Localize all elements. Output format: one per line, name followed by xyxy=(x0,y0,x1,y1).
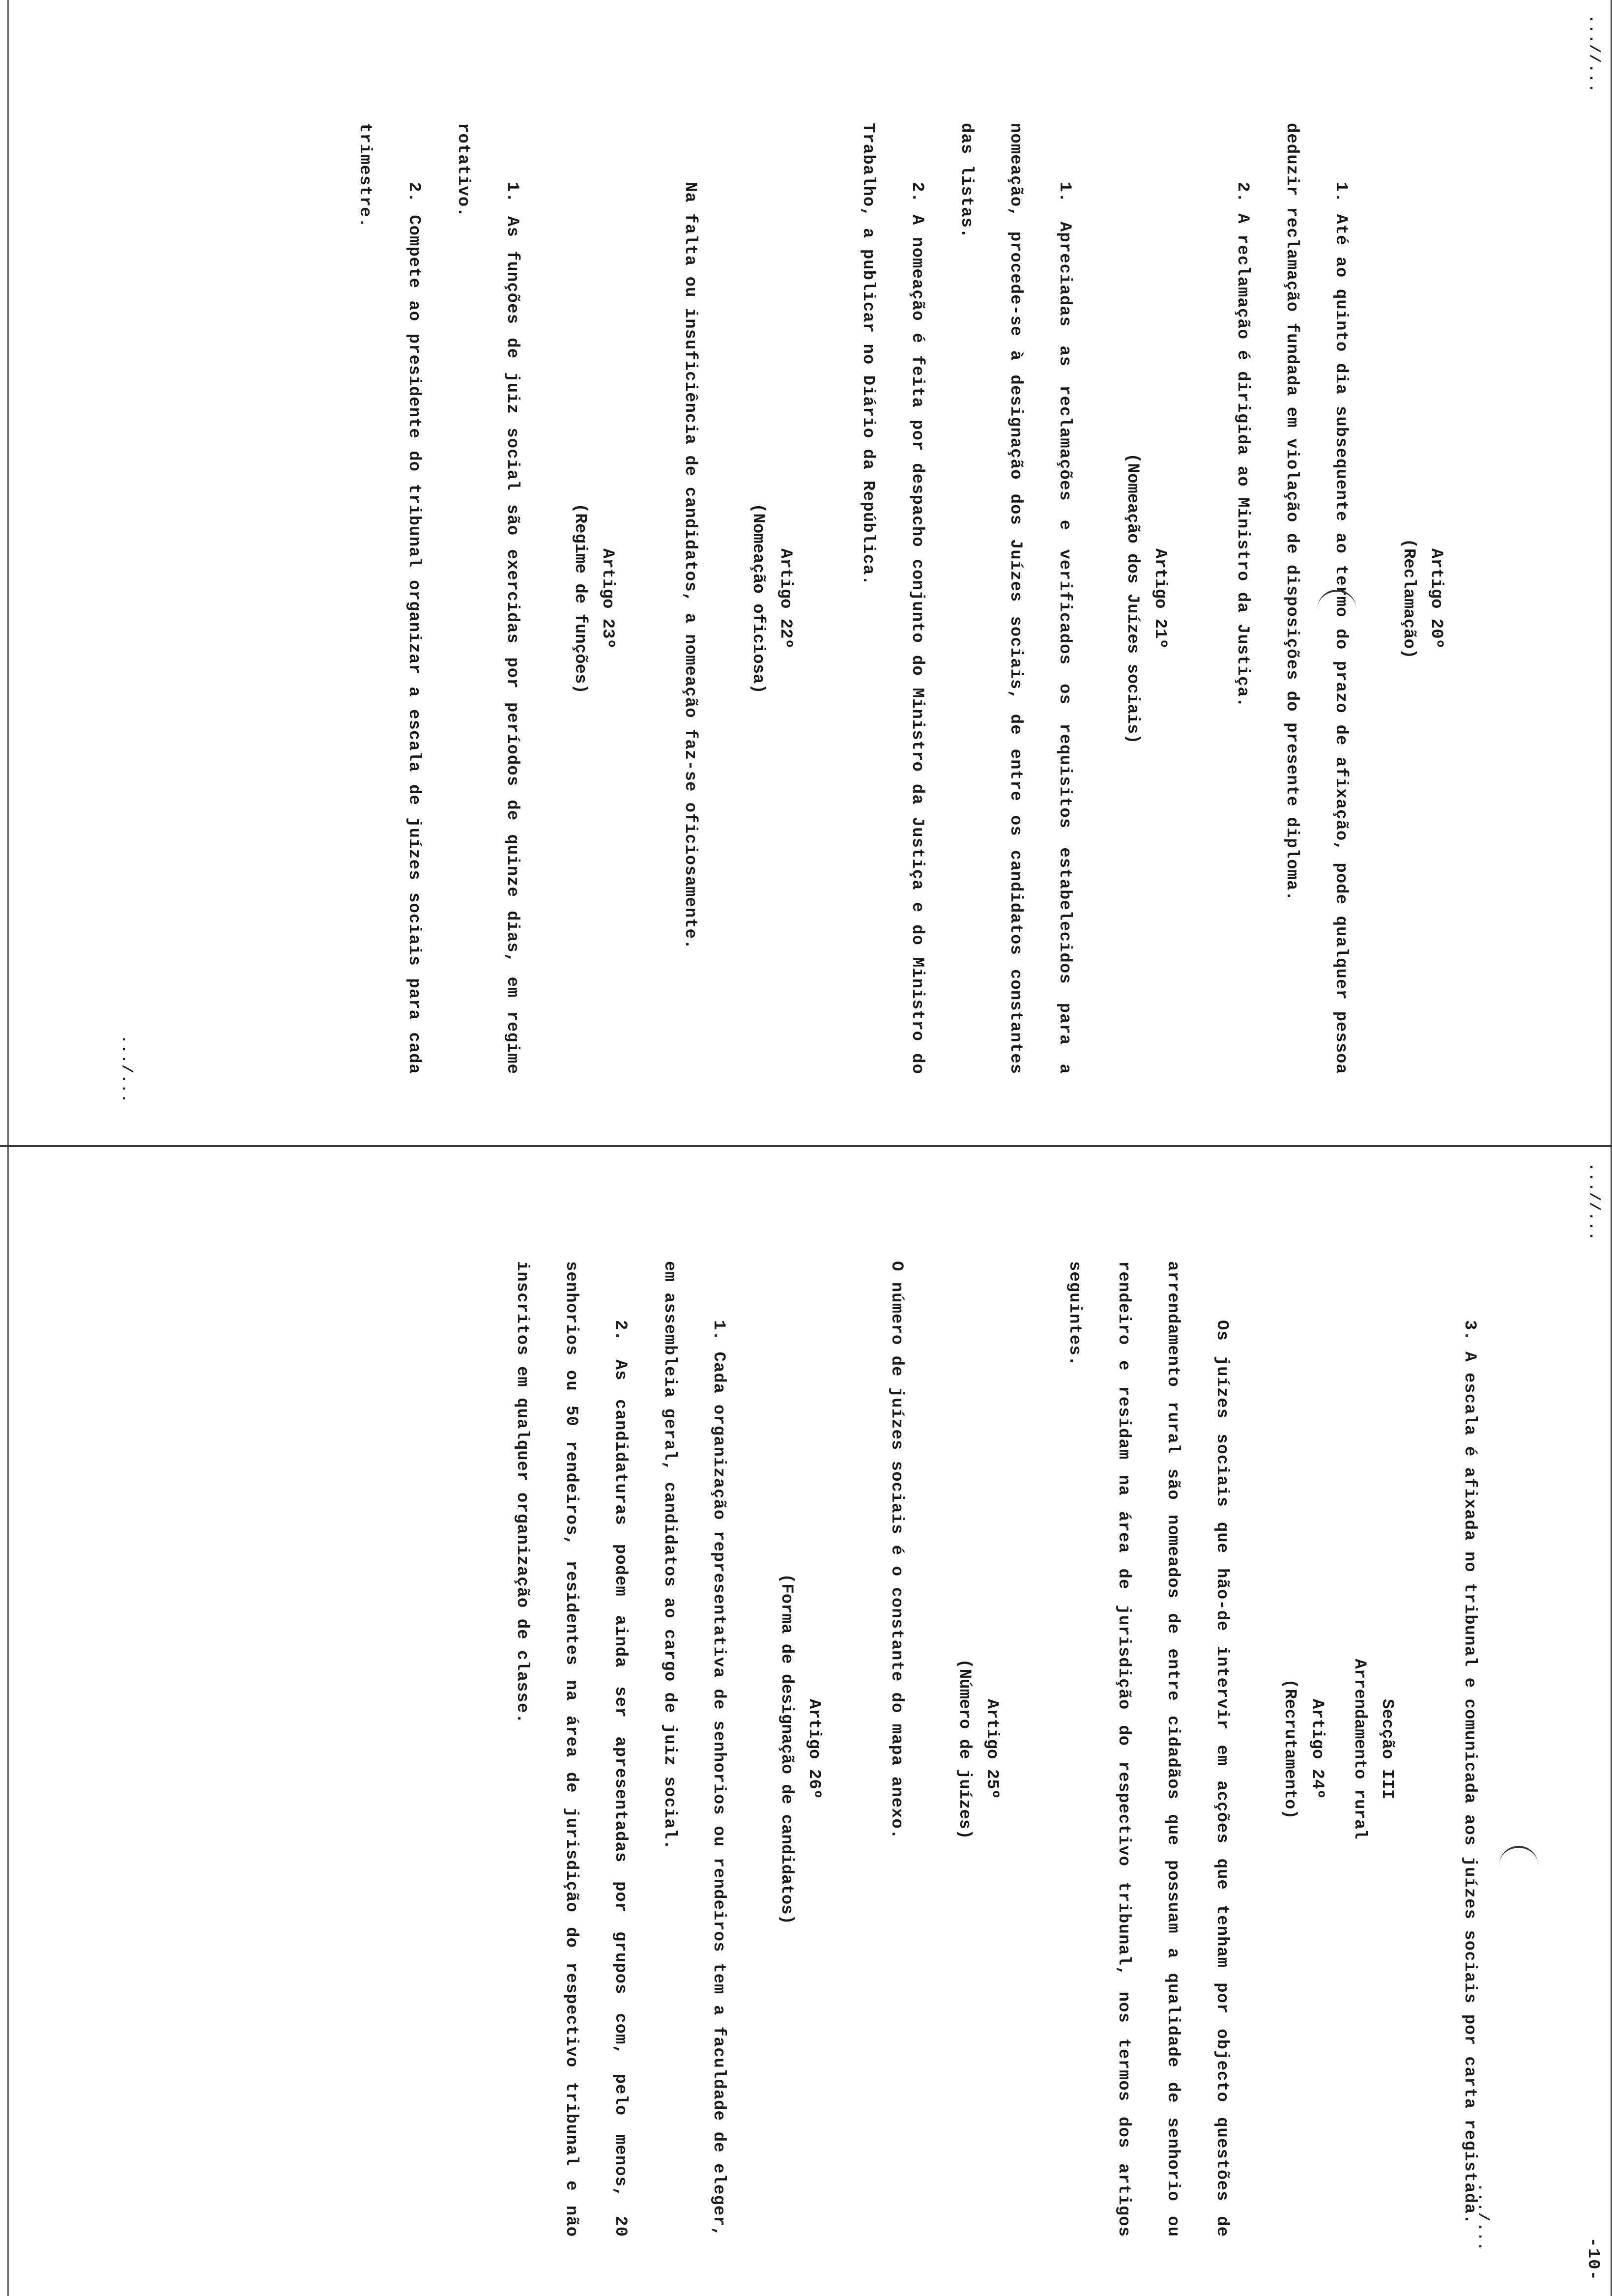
continuation-mark-bottom: .../... xyxy=(118,1034,135,1104)
article-paragraph: 1. As funções de juiz social são exercidas por períodos de quinze dias, em regime rotativo. xyxy=(454,123,521,1074)
section-number: Secção III xyxy=(1378,1698,1396,1800)
section-name: Arrendamento rural xyxy=(1350,1659,1369,1839)
article-paragraph: 2. A reclamação é dirigida ao Ministro da Justiça. xyxy=(1233,182,1252,708)
scan-mark xyxy=(1499,1846,1538,1867)
article-title: Artigo 20º xyxy=(1427,548,1445,649)
article-subtitle: (Nomeação oficiosa) xyxy=(748,503,767,694)
article-title: Artigo 21º xyxy=(1151,548,1169,649)
article-title: Artigo 24º xyxy=(1308,1698,1326,1800)
article-subtitle: (Regime de funções) xyxy=(571,503,589,694)
continuation-mark-bottom: .../... xyxy=(1474,2182,1491,2252)
article-paragraph: 2. Compete ao presidente do tribunal organizar a escala de juízes sociais para cada trimestre. xyxy=(355,123,423,1074)
article-subtitle: (Recrutamento) xyxy=(1280,1679,1299,1819)
article-paragraph: 2. As candidaturas podem ainda ser apresentadas por grupos com, pelo menos, 20 senhorios ou 50 rendeiros, residentes na área de jurisdição do respectivo tribunal e não inscritos em qualquer organização de classe. xyxy=(513,1261,630,2237)
article-paragraph: 3. A escala é afixada no tribunal e comunicada aos juízes sociais por carta registada. xyxy=(1460,1320,1479,2225)
article-paragraph: 1. Até ao quinto dia subsequente ao termo do prazo de afixação, pode qualquer pessoa deduzir reclamação fundada em violação de disposições do presente diploma. xyxy=(1282,123,1350,1074)
continuation-mark-top: ...//... xyxy=(1585,15,1602,94)
page-number: -10- xyxy=(1583,2237,1602,2281)
article-title: Artigo 25º xyxy=(982,1698,1001,1800)
article-subtitle: (Nomeação dos Juízes sociais) xyxy=(1123,453,1142,744)
article-title: Artigo 23º xyxy=(598,548,617,649)
article-title: Artigo 26º xyxy=(805,1698,823,1800)
continuation-mark-top: ...//... xyxy=(1585,1163,1602,1242)
article-paragraph: O número de juízes sociais é o constante do mapa anexo. xyxy=(887,1261,906,1840)
article-paragraph: 1. Apreciadas as reclamações e verificados os requisitos estabelecidos para a nomeação, procede-se à designação dos Juízes sociais, de entre os candidatos constantes das listas. xyxy=(957,123,1074,1074)
article-subtitle: (Número de juízes) xyxy=(955,1659,974,1839)
article-subtitle: (Forma de designação de candidatos) xyxy=(777,1573,796,1925)
article-paragraph: 1. Cada organização representativa de senhorios ou rendeiros tem a faculdade de eleger, em assembleia geral, candidatos ao cargo de juiz social. xyxy=(660,1261,728,2237)
article-paragraph: Os juízes sociais que hão-de intervir em acções que tenham por objecto questões de arrendamento rural são nomeados de entre cidadãos que possuam a qualidade de senhorio ou rendeiro e residam na área de jurisdição do respectivo tribunal, nos termos dos artigos seguintes. xyxy=(1065,1261,1231,2237)
article-title: Artigo 22º xyxy=(776,548,795,649)
article-subtitle: (Reclamação) xyxy=(1399,538,1418,659)
right-page xyxy=(0,1148,1612,2296)
article-paragraph: Na falta ou insuficiência de candidatos, a nomeação faz-se oficiosamente. xyxy=(681,182,699,950)
article-paragraph: 2. A nomeação é feita por despacho conjunto do Ministro da Justiça e do Ministro do Trabalho, a publicar no Diário da República. xyxy=(859,123,926,1074)
